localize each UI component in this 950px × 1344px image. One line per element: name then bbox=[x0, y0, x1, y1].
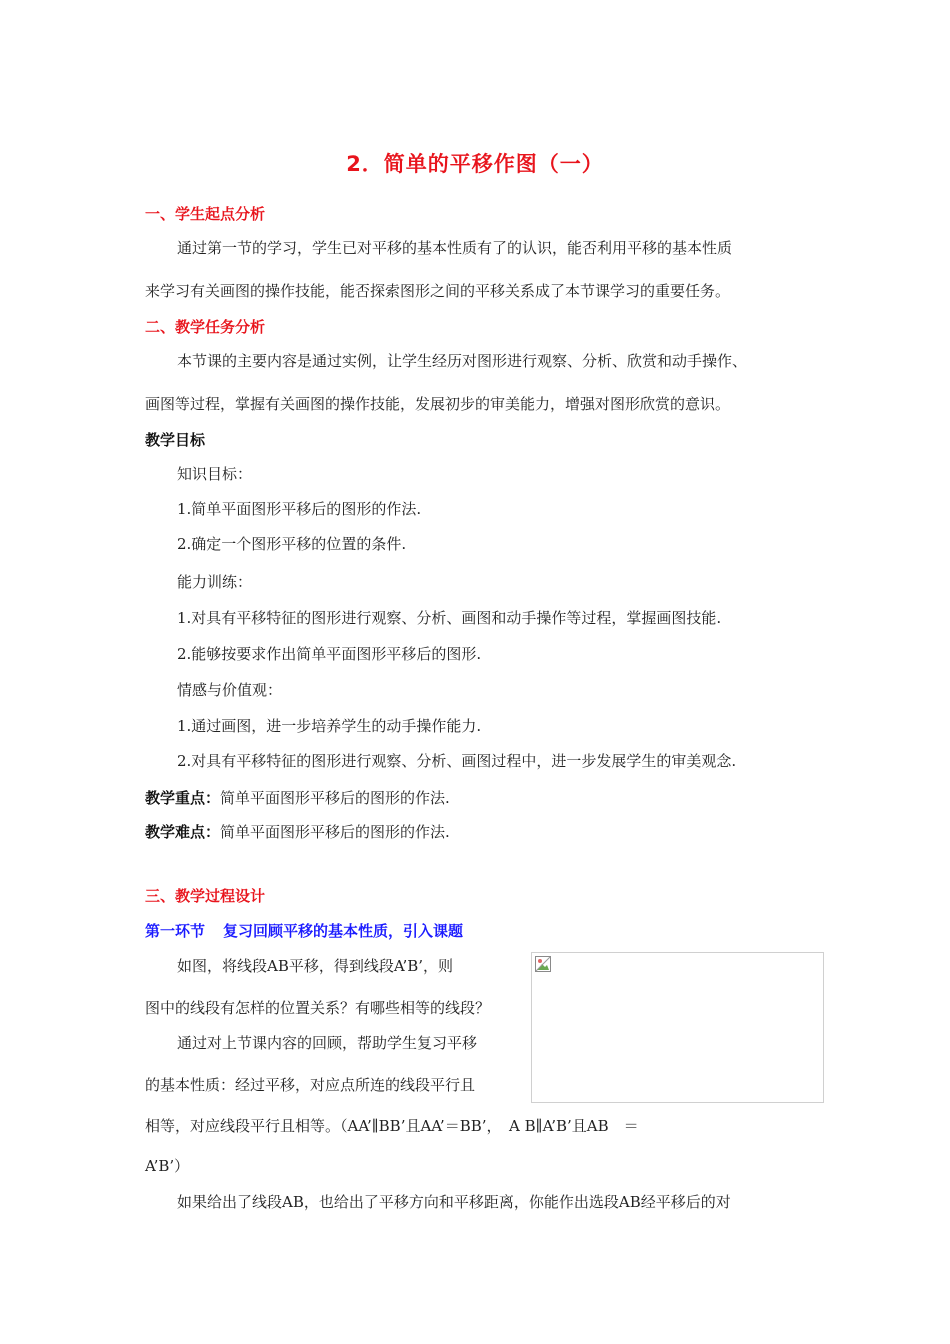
paragraph-line: 通过第一节的学习，学生已对平移的基本性质有了的认识，能否利用平移的基本性质 bbox=[177, 239, 733, 257]
emotion-item: 2.对具有平移特征的图形进行观察、分析、画图过程中，进一步发展学生的审美观念. bbox=[177, 752, 737, 770]
difficulty-text: 简单平面图形平移后的图形的作法. bbox=[220, 823, 450, 841]
paragraph-line: 如果给出了线段AB，也给出了平移方向和平移距离，你能作出选段AB经平移后的对 bbox=[177, 1193, 731, 1211]
step-title: 复习回顾平移的基本性质，引入课题 bbox=[223, 922, 464, 940]
paragraph-line: A’B’） bbox=[145, 1157, 190, 1175]
emotion-item: 1.通过画图，进一步培养学生的动手操作能力. bbox=[177, 717, 482, 735]
broken-image-icon bbox=[535, 956, 551, 972]
section-heading-process-design: 三、教学过程设计 bbox=[145, 887, 266, 905]
ability-item: 1.对具有平移特征的图形进行观察、分析、画图和动手操作等过程，掌握画图技能. bbox=[177, 609, 722, 627]
teaching-key-point bbox=[145, 789, 450, 807]
ability-label: 能力训练： bbox=[177, 573, 253, 591]
step-label: 第一环节 bbox=[145, 922, 206, 940]
knowledge-label: 知识目标： bbox=[177, 465, 253, 483]
knowledge-item: 2.确定一个图形平移的位置的条件. bbox=[177, 535, 407, 553]
paragraph-line: 本节课的主要内容是通过实例，让学生经历对图形进行观察、分析、欣赏和动手操作、 bbox=[177, 352, 748, 370]
knowledge-item: 1.简单平面图形平移后的图形的作法. bbox=[177, 500, 422, 518]
section-heading-task-analysis: 二、教学任务分析 bbox=[145, 318, 266, 336]
document-title: 2．简单的平移作图（一） bbox=[346, 152, 604, 176]
teaching-difficulty bbox=[145, 823, 450, 841]
key-point-text: 简单平面图形平移后的图形的作法. bbox=[220, 789, 450, 807]
figure-placeholder bbox=[531, 952, 824, 1103]
paragraph-line: 图中的线段有怎样的位置关系？有哪些相等的线段？ bbox=[145, 999, 491, 1017]
paragraph-line: 来学习有关画图的操作技能，能否探索图形之间的平移关系成了本节课学习的重要任务。 bbox=[145, 282, 731, 300]
step-heading bbox=[145, 920, 463, 941]
section-heading-student-analysis: 一、学生起点分析 bbox=[145, 205, 266, 223]
key-point-label: 教学重点： bbox=[145, 789, 221, 807]
difficulty-label: 教学难点： bbox=[145, 823, 221, 841]
paragraph-line: 的基本性质：经过平移，对应点所连的线段平行且 bbox=[145, 1076, 476, 1094]
ability-item: 2.能够按要求作出简单平面图形平移后的图形. bbox=[177, 645, 482, 663]
goals-heading: 教学目标 bbox=[145, 431, 206, 449]
paragraph-line: 通过对上节课内容的回顾，帮助学生复习平移 bbox=[177, 1034, 478, 1052]
paragraph-line: 如图，将线段AB平移，得到线段A’B’，则 bbox=[177, 957, 454, 975]
paragraph-line: 相等，对应线段平行且相等。（AA’∥BB’且AA’＝BB’， A B∥A’B’且AB ＝ bbox=[145, 1117, 639, 1135]
paragraph-line: 画图等过程，掌握有关画图的操作技能，发展初步的审美能力，增强对图形欣赏的意识。 bbox=[145, 395, 731, 413]
emotion-label: 情感与价值观： bbox=[177, 681, 283, 699]
